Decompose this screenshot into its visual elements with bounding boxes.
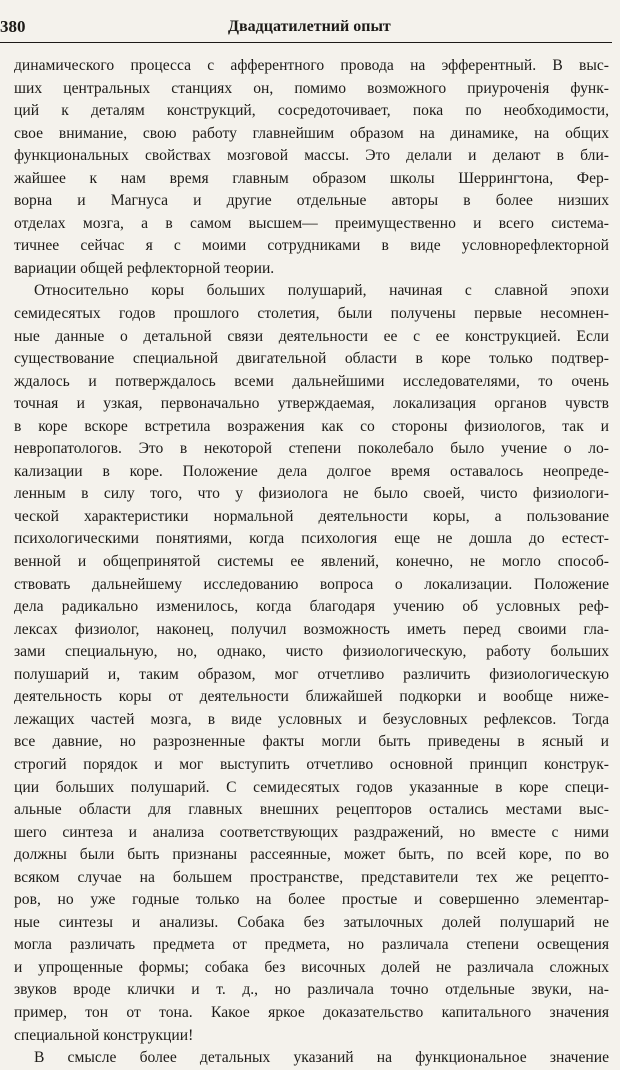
text-line: пример, тон от тона. Какое яркое доказательство капитального значения	[14, 1003, 609, 1021]
text-line: Относительно коры больших полушарий, начиная с славной эпохи	[34, 282, 609, 300]
header-rule	[0, 42, 612, 43]
text-line: точная и узкая, первоначально утверждаемая, локализация органов чувств	[14, 395, 609, 413]
text-line: ции больших полушарий. С семидесятых годов указанные в коре специ-	[14, 778, 609, 796]
text-line: альные области для главных внешних рецепторов остались местами выс-	[14, 801, 609, 819]
text-line: семидесятых годов прошлого столетия, были получены первые несомнен-	[14, 305, 609, 323]
text-line: свое внимание, свою работу главнейшим образом на динамике, на общих	[14, 124, 609, 142]
text-line: все давние, но разрозненные факты могли быть приведены в ясный и	[14, 733, 609, 751]
text-line: тичнее сейчас я с моими сотрудниками в виде условнорефлекторной	[14, 237, 609, 255]
text-line: деятельность коры от деятельности ближайшей подкорки и вообще ниже-	[14, 688, 609, 706]
text-line: психологическими понятиями, когда психология еще не дошла до естест-	[14, 530, 609, 548]
text-line: жайшее к нам время главным образом школы Шеррингтона, Фер-	[14, 169, 609, 187]
text-line: ших центральных станциях он, помимо возможного приуроченія функ-	[14, 79, 609, 97]
text-line: должны были быть признаны рассеянные, может быть, по всей коре, по во	[14, 846, 609, 864]
text-line: ные данные о детальной связи деятельности ее с ее конструкцией. Если	[14, 327, 609, 345]
body-text	[14, 55, 609, 1070]
text-line: В смысле более детальных указаний на функциональное значение	[34, 1049, 609, 1067]
text-line: венной и общепринятой системы ее явлений, конечно, не могло способ-	[14, 553, 609, 571]
text-line: ций к деталям конструкций, сосредоточивает, пока по необходимости,	[14, 102, 609, 120]
text-line: шего синтеза и анализа соответствующих раздражений, но вместе с ними	[14, 823, 609, 841]
text-line: дела радикально изменилось, когда благодаря учению об условных реф-	[14, 598, 609, 616]
text-line: могла различать предмета от предмета, но различала степени освещения	[14, 936, 609, 954]
text-line: строгий порядок и мог выступить отчетливо основной принцип конструк-	[14, 755, 609, 773]
text-line: динамического процесса с афферентного провода на эфферентный. В выс-	[14, 57, 609, 74]
text-line: вариации общей рефлекторной теории.	[14, 259, 275, 277]
text-line: звуков вроде клички и т. д., но различала точно отдельные звуки, на-	[14, 981, 609, 999]
text-line: кализации в коре. Положение дела долгое время оставалось неопреде-	[14, 462, 609, 480]
page-header	[0, 16, 612, 42]
text-line: ждалось и потверждалось всеми дальнейшими исследователями, то очень	[14, 372, 609, 390]
text-line: лежащих частей мозга, в виде условных и безусловных рефлексов. Тогда	[14, 710, 609, 728]
text-line: функциональных свойствах мозговой массы. Это делали и делают в бли-	[14, 147, 609, 165]
text-line: ворна и Магнуса и другие отдельные авторы в более низших	[14, 192, 609, 210]
text-line: невропатологов. Это в некоторой степени поколебало было учение о ло-	[14, 440, 609, 458]
text-line: существование специальной двигательной области в коре только подтвер-	[14, 350, 609, 368]
text-line: ствовать дальнейшему исследованию вопроса о локализации. Положение	[14, 575, 609, 593]
text-line: всяком случае на большем пространстве, представители тех же рецепто-	[14, 868, 609, 886]
text-line: и упрощенные формы; собака без височных долей не различала сложных	[14, 958, 609, 976]
text-line: ров, но уже годные только на более простые и совершенно элементар-	[14, 891, 609, 909]
text-line: лексах физиолог, наконец, получил возможность иметь перед своими гла-	[14, 620, 609, 638]
text-line: ческой характеристики нормальной деятельности коры, а пользование	[14, 507, 609, 525]
text-line: ные синтезы и анализы. Собака без затылочных долей полушарий не	[14, 913, 609, 931]
text-line: ленным в силу того, что у физиолога не было своей, чисто физиологи-	[14, 485, 609, 503]
text-line: полушарий и, таким образом, мог отчетливо различить физиологическую	[14, 665, 609, 683]
page-number: 380	[0, 17, 26, 36]
text-line: отделах мозга, а в самом высшем— преимущественно и всего система-	[14, 214, 609, 232]
running-title: Двадцатилетний опыт	[228, 18, 391, 35]
text-line: в коре вскоре встретила возражения как со стороны физиологов, так и	[14, 417, 609, 435]
text-line: специальной конструкции!	[14, 1026, 194, 1044]
text-line: зами специальную, но, однако, чисто физиологическую, работу больших	[14, 643, 609, 661]
